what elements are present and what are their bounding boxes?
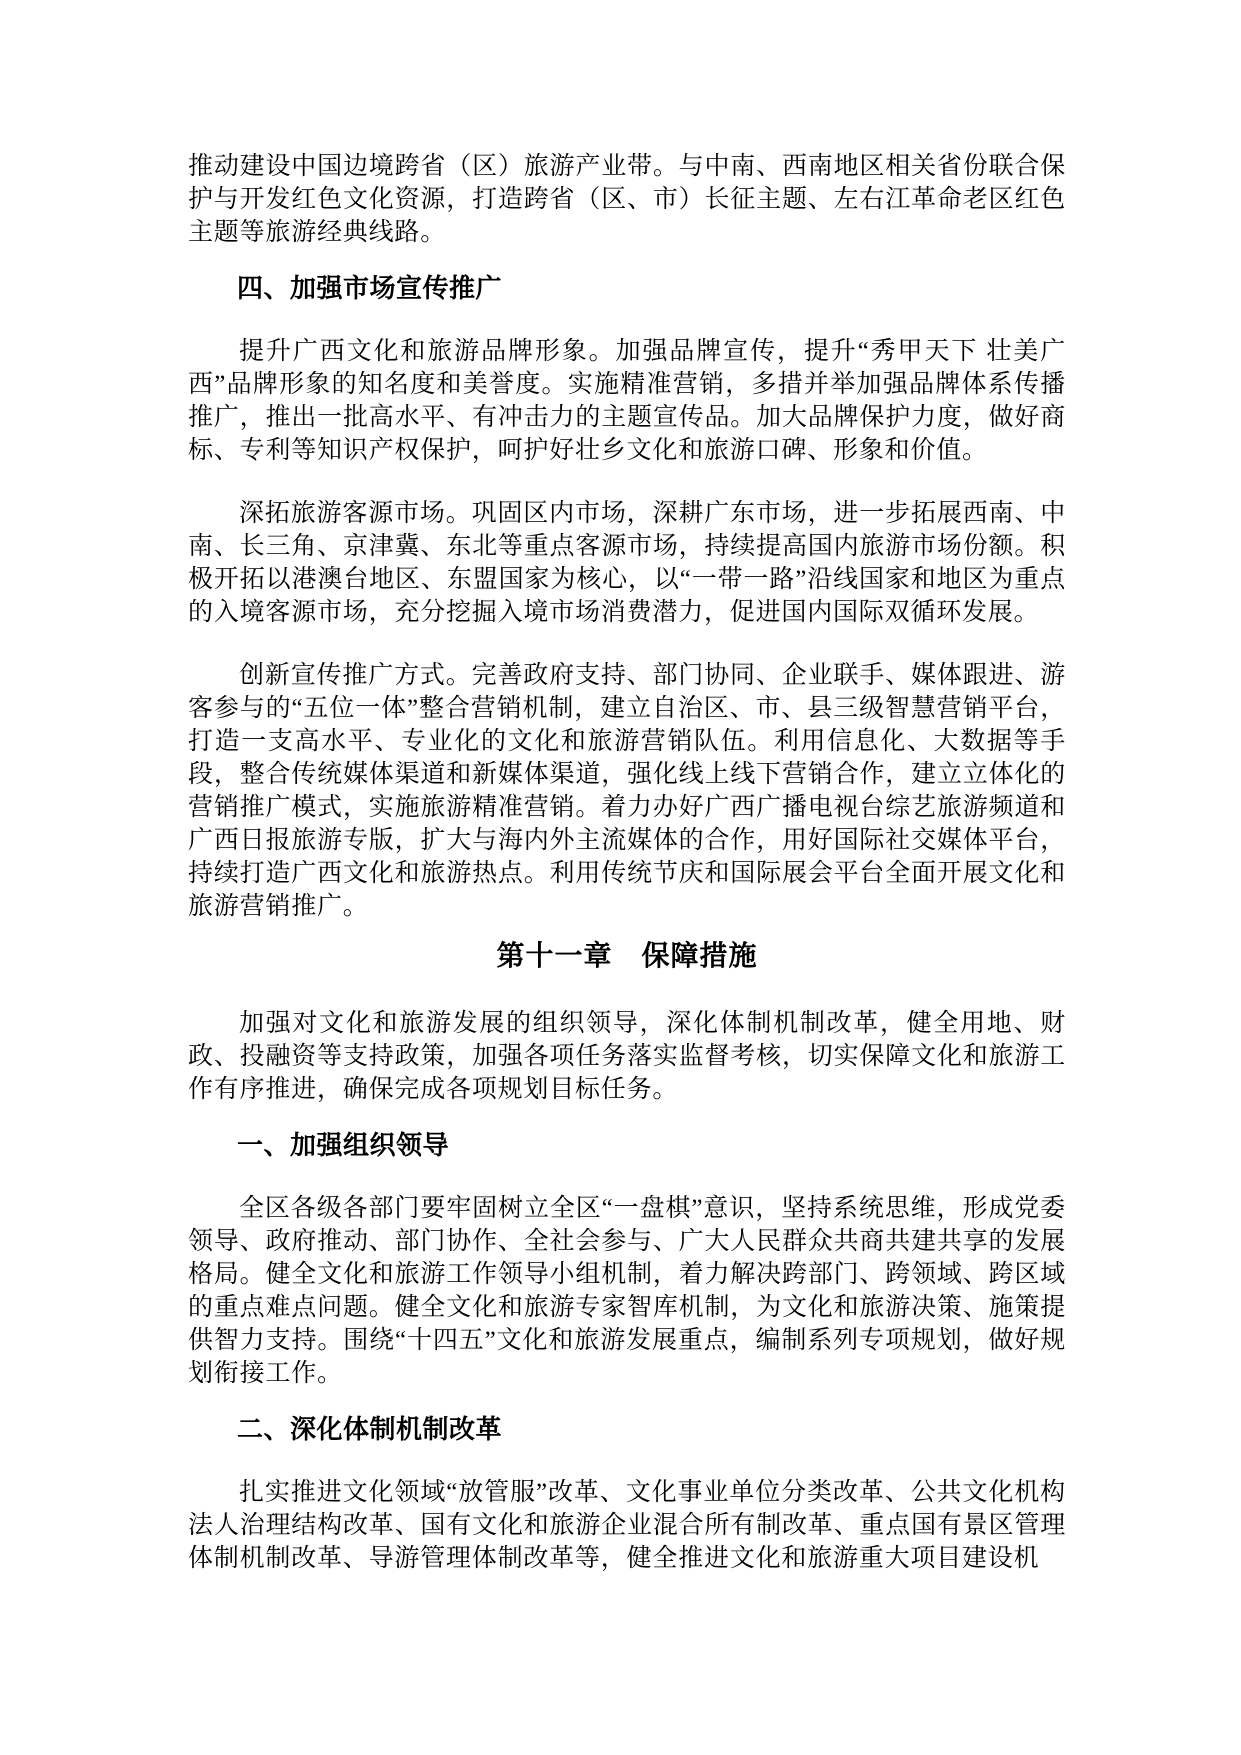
chapter-heading: 第十一章 保障措施 [496,941,758,972]
paragraph: 加强对文化和旅游发展的组织领导，深化体制机制改革，健全用地、财政、投融资等支持政策，加强各项任务落实监督考核，切实保障文化和旅游工作有序推进，确保完成各项规划目标任务。 [188,1010,1066,1103]
section-heading: 二、深化体制机制改革 [237,1414,503,1444]
paragraph: 推动建设中国边境跨省（区）旅游产业带。与中南、西南地区相关省份联合保护与开发红色文化资源，打造跨省（区、市）长征主题、左右江革命老区红色主题等旅游经典线路。 [188,153,1066,246]
paragraph: 提升广西文化和旅游品牌形象。加强品牌宣传，提升“秀甲天下 壮美广西”品牌形象的知名度和美誉度。实施精准营销，多措并举加强品牌体系传播推广，推出一批高水平、有冲击力的主题宣传品。加大品牌保护力度，做好商标、专利等知识产权保护，呵护好壮乡文化和旅游口碑、形象和价值。 [188,338,1066,464]
section-heading: 一、加强组织领导 [237,1130,450,1160]
paragraph: 深拓旅游客源市场。巩固区内市场，深耕广东市场，进一步拓展西南、中南、长三角、京津冀、东北等重点客源市场，持续提高国内旅游市场份额。积极开拓以港澳台地区、东盟国家为核心，以“一带一路”沿线国家和地区为重点的入境客源市场，充分挖掘入境市场消费潜力，促进国内国际双循环发展。 [188,500,1066,626]
paragraph: 全区各级各部门要牢固树立全区“一盘棋”意识，坚持系统思维，形成党委领导、政府推动、部门协作、全社会参与、广大人民群众共商共建共享的发展格局。健全文化和旅游工作领导小组机制，着力解决跨部门、跨领域、跨区域的重点难点问题。健全文化和旅游专家智库机制，为文化和旅游决策、施策提供智力支持。围绕“十四五”文化和旅游发展重点，编制系列专项规划，做好规划衔接工作。 [188,1195,1066,1387]
document-body [188,150,1066,1575]
section-heading: 四、加强市场宣传推广 [237,273,503,303]
paragraph: 创新宣传推广方式。完善政府支持、部门协同、企业联手、媒体跟进、游客参与的“五位一体”整合营销机制，建立自治区、市、县三级智慧营销平台，打造一支高水平、专业化的文化和旅游营销队伍。利用信息化、大数据等手段，整合传统媒体渠道和新媒体渠道，强化线上线下营销合作，建立立体化的营销推广模式，实施旅游精准营销。着力办好广西广播电视台综艺旅游频道和广西日报旅游专版，扩大与海内外主流媒体的合作，用好国际社交媒体平台，持续打造广西文化和旅游热点。利用传统节庆和国际展会平台全面开展文化和旅游营销推广。 [188,662,1066,920]
paragraph: 扎实推进文化领域“放管服”改革、文化事业单位分类改革、公共文化机构法人治理结构改革、国有文化和旅游企业混合所有制改革、重点国有景区管理体制机制改革、导游管理体制改革等，健全推进文化和旅游重大项目建设机 [188,1479,1066,1572]
